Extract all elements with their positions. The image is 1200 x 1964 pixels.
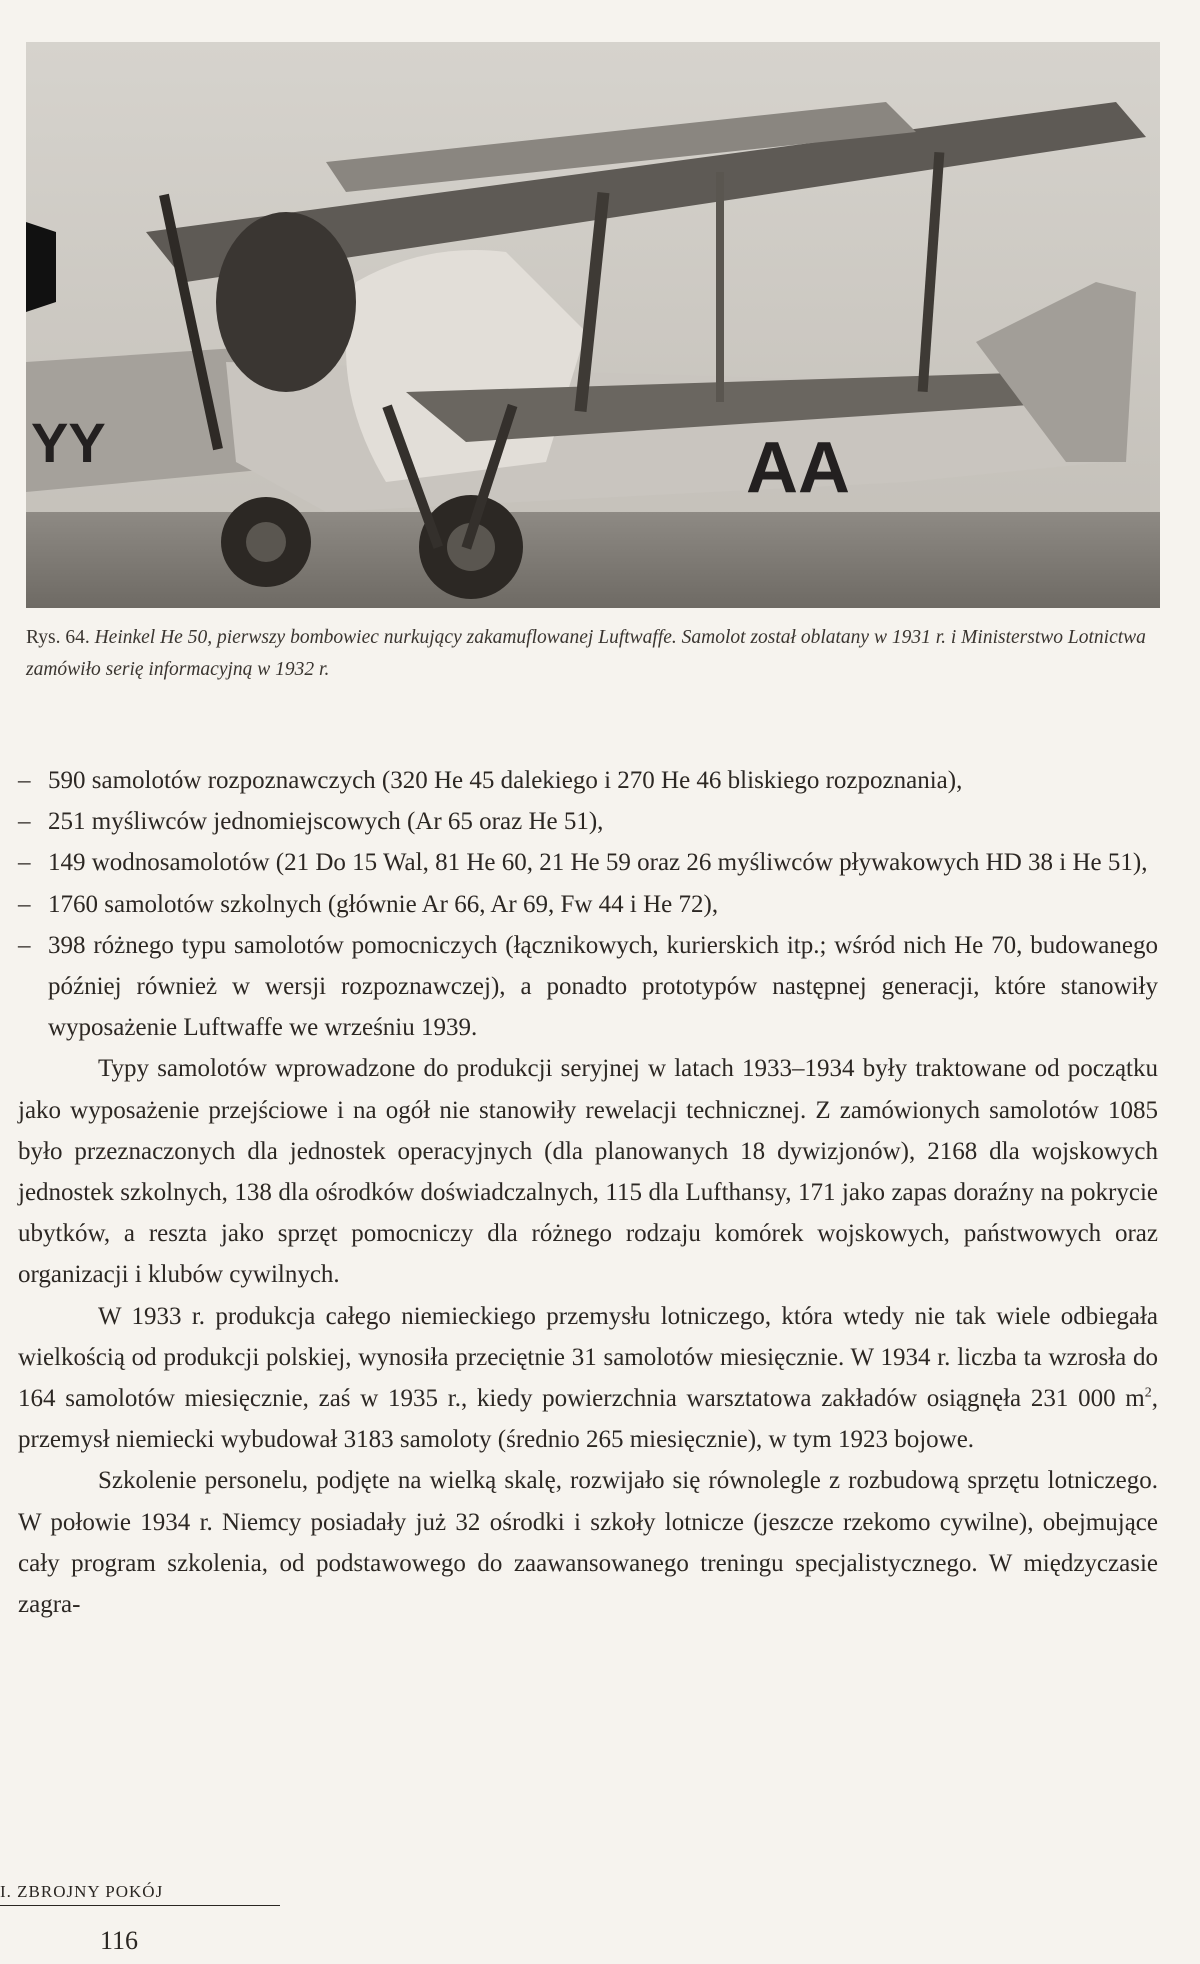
list-dash: – — [18, 767, 31, 794]
paragraph-2-text-a: W 1933 r. produkcja całego niemieckiego przemysłu lotniczego, która wtedy nie tak wiele odbiegała wielkością od produkcji polskiej, wynosiła przeciętnie 31 samolotów miesięcznie. W 1934 r. liczba ta wzrosła do 164 samolotów miesięcznie, zaś w 1935 r., kiedy powierzchnia warsztatowa zakładów osiągnęła 231 000 m — [18, 1302, 1158, 1413]
page-number: 116 — [100, 1926, 139, 1955]
list-item-text: 398 różnego typu samolotów pomocniczych (łącznikowych, kurierskich itp.; wśród nich He 70, budowanego później również w wersji rozpoznawczej), a ponadto prototypów następnej generacji, które stanowiły wyposażenie Luftwaffe we wrześniu 1939. — [48, 931, 1158, 1042]
body-text — [18, 760, 1158, 1625]
paragraph-2 — [18, 1296, 1158, 1461]
list-dash: – — [18, 849, 31, 877]
list-dash: – — [18, 931, 31, 959]
list-item — [18, 801, 1158, 842]
aircraft-photo — [26, 42, 1160, 608]
list-item-text: 251 myśliwców jednomiejscowych (Ar 65 oraz He 51), — [48, 808, 604, 836]
caption-text: Heinkel He 50, pierwszy bombowiec nurkujący zakamuflowanej Luftwaffe. Samolot został oblatany w 1931 r. i Ministerstwo Lotnictwa zamówiło serię informacyjną w 1932 r. — [26, 627, 1146, 680]
list-item-text: 1760 samolotów szkolnych (głównie Ar 66, Ar 69, Fw 44 i He 72), — [48, 890, 719, 918]
list-item — [18, 884, 1158, 925]
caption-label: Rys. 64. — [26, 627, 90, 648]
paragraph-1: Typy samolotów wprowadzone do produkcji seryjnej w latach 1933–1934 były traktowane od początku jako wyposażenie przejściowe i na ogół nie stanowiły rewelacji technicznej. Z zamówionych samolotów 1085 było przeznaczonych dla jednostek operacyjnych (dla planowanych 18 dywizjonów), 2168 dla wojskowych jednostek szkolnych, 138 dla ośrodków doświadczalnych, 115 dla Lufthansy, 171 jako zapas doraźny na pokrycie ubytków, a reszta jako sprzęt pomocniczy dla różnego rodzaju komórek wojskowych, państwowych oraz organizacji i klubów cywilnych. — [18, 1055, 1158, 1289]
list-dash: – — [18, 808, 31, 836]
list-item — [18, 760, 1158, 801]
list-item-text: 149 wodnosamolotów (21 Do 15 Wal, 81 He 60, 21 He 59 oraz 26 myśliwców pływakowych HD 38 i He 51), — [48, 849, 1148, 877]
marking-aa: AA — [746, 428, 850, 508]
paragraph-2-text-b: , przemysł niemiecki wybudował 3183 samoloty (średnio 265 miesięcznie), w tym 1923 bojowe. — [18, 1385, 1158, 1454]
list-dash: – — [18, 890, 31, 918]
figure-caption — [26, 622, 1160, 686]
list-item — [18, 842, 1158, 883]
running-head: I. ZBROJNY POKÓJ — [0, 1882, 280, 1906]
heinkel-he-50-photo — [26, 42, 1160, 608]
list-item-text: 590 samolotów rozpoznawczych (320 He 45 dalekiego i 270 He 46 bliskiego rozpoznania), — [48, 767, 963, 794]
superscript: 2 — [1144, 1385, 1152, 1401]
list-item — [18, 925, 1158, 1049]
paragraph-3: Szkolenie personelu, podjęte na wielką skalę, rozwijało się równolegle z rozbudową sprzętu lotniczego. W połowie 1934 r. Niemcy posiadały już 32 ośrodki i szkoły lotnicze (jeszcze rzekomo cywilne), obejmujące cały program szkolenia, od podstawowego do zaawansowanego treningu specjalistycznego. W międzyczasie zagra- — [18, 1467, 1158, 1619]
marking-yy: YY — [31, 411, 106, 474]
